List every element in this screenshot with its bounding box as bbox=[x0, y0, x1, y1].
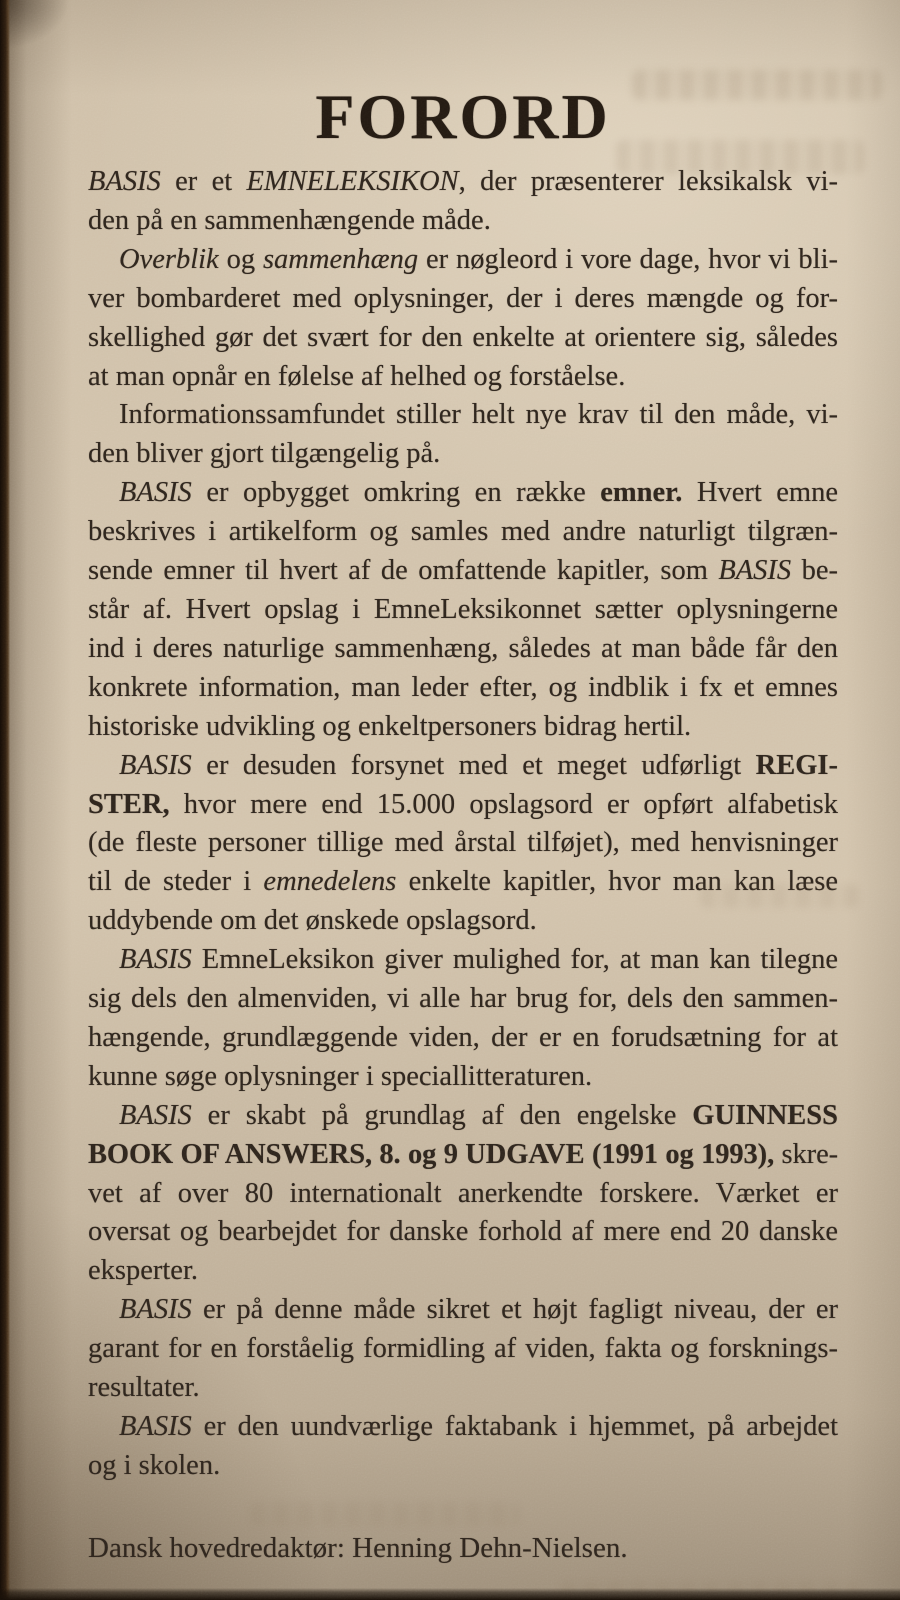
text-line: ver bombarderet med oplysninger, der i deres mængde og for- bbox=[88, 282, 838, 314]
showthrough-smudge bbox=[700, 884, 860, 908]
text-line: hængende, grundlæggende viden, der er en forudsætning for at bbox=[88, 1021, 838, 1053]
text-line: garant for en forståelig formidling af viden, fakta og forsknings- bbox=[88, 1333, 838, 1365]
showthrough-smudge bbox=[616, 140, 864, 174]
text-line: BASIS er desuden forsynet med et meget udførligt REGI- bbox=[119, 749, 838, 781]
text-line: til de steder i emnedelens enkelte kapitler, hvor man kan læse bbox=[88, 866, 838, 898]
text-line: sig dels den almenviden, vi alle har brug for, dels den sammen- bbox=[88, 983, 838, 1015]
page-title: FORORD bbox=[315, 80, 611, 152]
text-line: vet af over 80 internationalt anerkendte forskere. Værket er bbox=[88, 1177, 838, 1209]
text-line: beskrives i artikelform og samles med andre naturligt tilgræn- bbox=[88, 516, 838, 548]
text-line: historiske udvikling og enkeltpersoners bidrag hertil. bbox=[88, 710, 692, 742]
text-line: BASIS er den uundværlige faktabank i hjemmet, på arbejdet bbox=[119, 1411, 838, 1442]
text-line: (de fleste personer tillige med årstal tilføjet), med henvisninger bbox=[88, 827, 838, 859]
text-line: uddybende om det ønskede opslagsord. bbox=[88, 905, 537, 937]
text-line: BASIS EmneLeksikon giver mulighed for, at man kan tilegne bbox=[119, 944, 838, 976]
editor-credit-line: Dansk hovedredaktør: Henning Dehn-Nielsen. bbox=[88, 1532, 628, 1564]
text-line: BASIS er på denne måde sikret et højt fagligt niveau, der er bbox=[119, 1294, 838, 1326]
text-line: at man opnår en følelse af helhed og forståelse. bbox=[88, 360, 626, 392]
paragraph bbox=[88, 474, 838, 746]
page-bottom-edge-shadow bbox=[0, 1588, 900, 1600]
text-line: BASIS er et EMNELEKSIKON, der præsenterer leksikalsk vi- bbox=[88, 166, 838, 197]
text-line: står af. Hvert opslag i EmneLeksikonnet sætter oplysningerne bbox=[88, 593, 838, 625]
text-line: BASIS er skabt på grundlag af den engelske GUINNESS bbox=[119, 1099, 838, 1131]
text-line: konkrete information, man leder efter, og indblik i fx et emnes bbox=[88, 671, 838, 703]
paragraph bbox=[88, 941, 838, 1097]
corner-shadow bbox=[0, 0, 70, 50]
paragraph bbox=[88, 747, 838, 942]
text-line: BOOK OF ANSWERS, 8. og 9 UDGAVE (1991 og 1993), skre- bbox=[88, 1138, 839, 1170]
text-line: ind i deres naturlige sammenhæng, således at man både får den bbox=[88, 632, 838, 664]
text-line: STER, hvor mere end 15.000 opslagsord er opført alfabetisk bbox=[88, 788, 838, 820]
showthrough-smudge bbox=[250, 1502, 520, 1526]
showthrough-smudge bbox=[632, 70, 882, 100]
text-line: eksperter. bbox=[88, 1255, 198, 1287]
text-line: BASIS er opbygget omkring en række emner. Hvert emne bbox=[119, 477, 838, 509]
text-line: og i skolen. bbox=[88, 1449, 221, 1481]
paragraph bbox=[88, 396, 838, 474]
text-line: den på en sammenhængende måde. bbox=[88, 204, 491, 236]
text-line: skellighed gør det svært for den enkelte at orientere sig, således bbox=[88, 321, 838, 353]
text-line: sende emner til hvert af de omfattende kapitler, som BASIS be- bbox=[88, 555, 839, 587]
body-text bbox=[88, 163, 838, 1486]
text-line: oversat og bearbejdet for danske forhold af mere end 20 danske bbox=[88, 1216, 838, 1248]
text-line: den bliver gjort tilgængelig på. bbox=[88, 438, 441, 470]
paragraph bbox=[88, 163, 838, 241]
text-line: kunne søge oplysninger i speciallitteraturen. bbox=[88, 1060, 593, 1092]
book-gutter-shadow bbox=[0, 0, 10, 1600]
text-line: resultater. bbox=[88, 1372, 200, 1404]
paragraph bbox=[88, 1097, 838, 1292]
paragraph bbox=[88, 1408, 838, 1486]
text-line: Overblik og sammenhæng er nøgleord i vore dage, hvor vi bli- bbox=[119, 243, 839, 275]
text-line: Informationssamfundet stiller helt nye krav til den måde, vi- bbox=[119, 399, 838, 431]
paragraph bbox=[88, 1291, 838, 1408]
paragraph bbox=[88, 241, 838, 397]
